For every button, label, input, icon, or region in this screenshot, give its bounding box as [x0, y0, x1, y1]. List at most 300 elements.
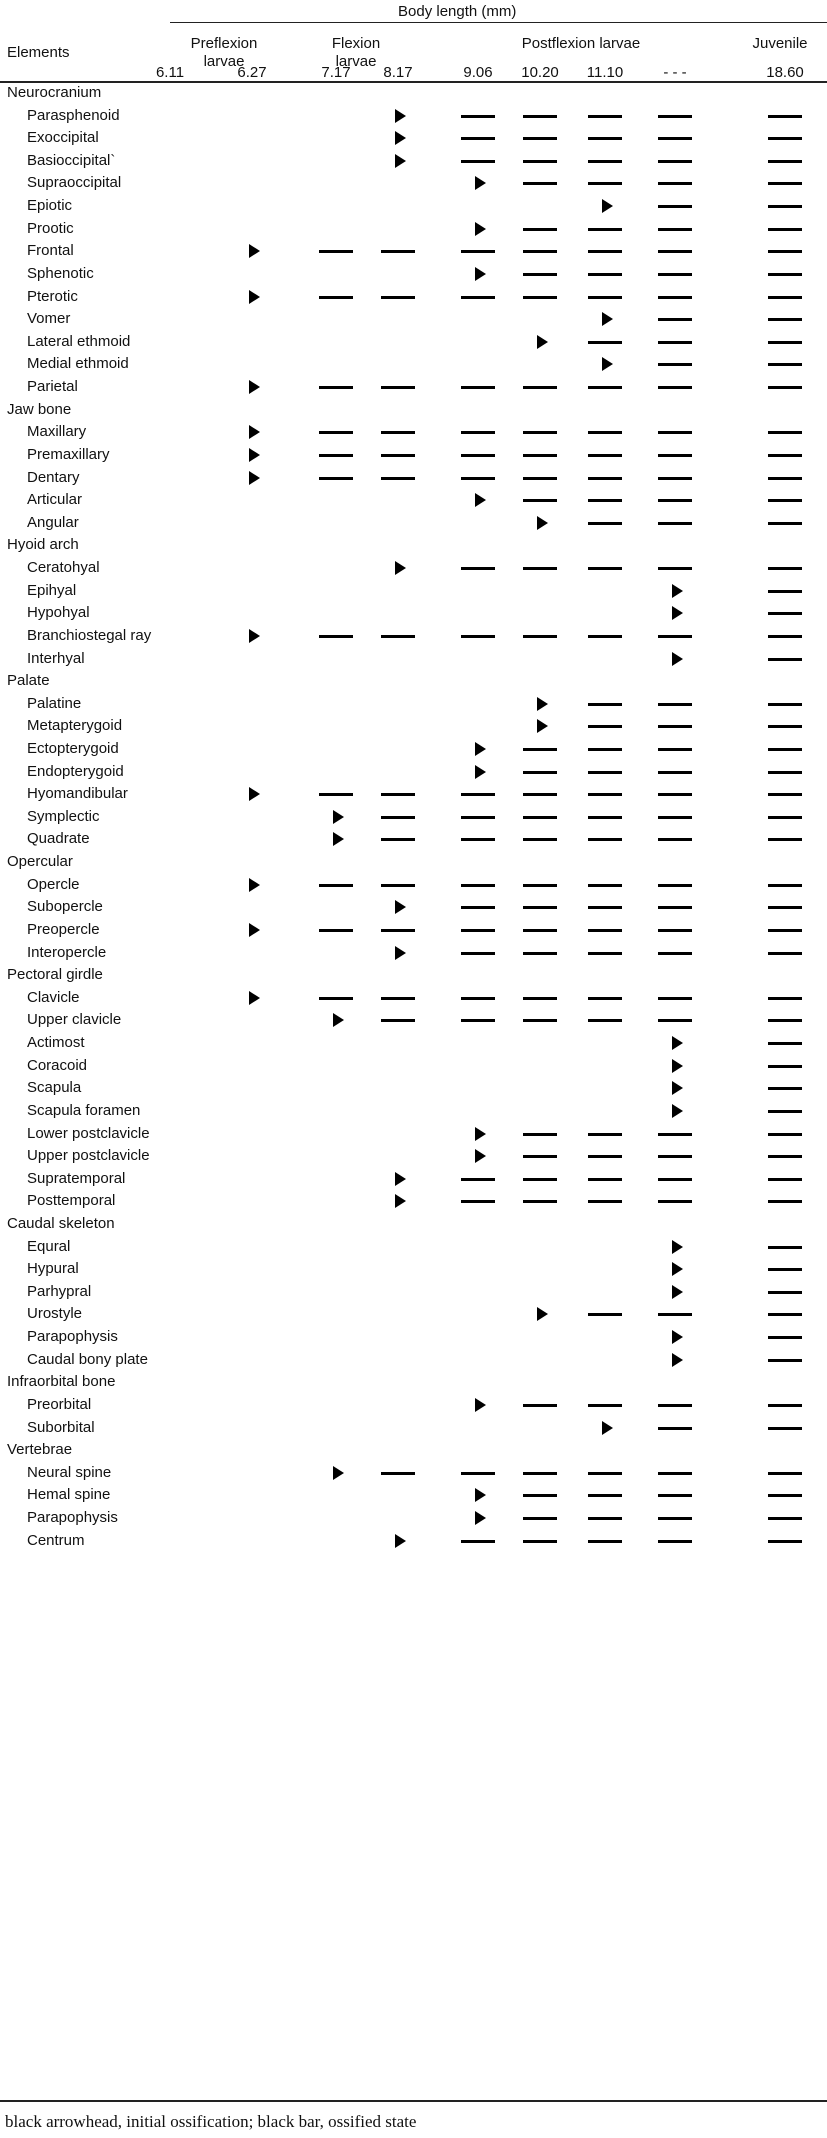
element-name: Exoccipital [27, 129, 99, 147]
element-name: Preorbital [27, 1395, 92, 1413]
bar-mark [461, 635, 495, 638]
bar-mark [319, 431, 353, 434]
bar-mark [461, 250, 495, 253]
bar-mark [523, 228, 557, 231]
bar-mark [768, 771, 802, 774]
bar-mark [588, 1472, 622, 1475]
bar-mark [768, 296, 802, 299]
bar-mark [768, 1494, 802, 1497]
arrowhead-mark [672, 584, 683, 598]
bar-mark [523, 997, 557, 1000]
body-length-col-8: 18.60 [766, 64, 804, 81]
bar-mark [768, 793, 802, 796]
bar-mark [461, 477, 495, 480]
bar-mark [588, 431, 622, 434]
group-flexion-line2: larvae [335, 53, 377, 70]
group-postflexion-label [522, 35, 640, 53]
bar-mark [658, 477, 692, 480]
arrowhead-mark [475, 765, 486, 779]
element-name: Upper clavicle [27, 1011, 122, 1029]
bar-mark [381, 250, 415, 253]
bar-mark [768, 1019, 802, 1022]
body-length-col-5: 10.20 [521, 64, 559, 81]
bar-mark [588, 477, 622, 480]
arrowhead-mark [602, 199, 613, 213]
bar-mark [768, 1178, 802, 1181]
bar-mark [588, 1517, 622, 1520]
element-name: Angular [27, 513, 79, 531]
bar-mark [381, 454, 415, 457]
element-name: Ectopterygoid [27, 739, 119, 757]
category-label: Pectoral girdle [7, 966, 103, 984]
bar-mark [588, 454, 622, 457]
bar-mark [588, 748, 622, 751]
arrowhead-mark [672, 606, 683, 620]
body-length-col-0: 6.11 [155, 64, 185, 81]
category-label: Infraorbital bone [7, 1373, 116, 1391]
bar-mark [768, 952, 802, 955]
arrowhead-mark [395, 561, 406, 575]
group-preflexion-line1: Preflexion [190, 35, 258, 52]
element-name: Epiotic [27, 197, 73, 215]
bar-mark [588, 816, 622, 819]
bar-mark [588, 703, 622, 706]
arrowhead-mark [537, 697, 548, 711]
bar-mark [768, 477, 802, 480]
bar-mark [588, 522, 622, 525]
element-name: Subopercle [27, 898, 103, 916]
bar-mark [768, 1155, 802, 1158]
bar-mark [768, 250, 802, 253]
bar-mark [523, 793, 557, 796]
bar-mark [461, 160, 495, 163]
arrowhead-mark [475, 176, 486, 190]
bar-mark [768, 1336, 802, 1339]
bar-mark [523, 567, 557, 570]
bar-mark [461, 1178, 495, 1181]
bar-mark [461, 838, 495, 841]
body-length-col-6: 11.10 [586, 64, 624, 81]
arrowhead-mark [475, 493, 486, 507]
element-name: Clavicle [27, 988, 80, 1006]
element-name: Branchiostegal ray [27, 626, 152, 644]
bar-mark [768, 1133, 802, 1136]
bar-mark [768, 205, 802, 208]
bar-mark [658, 1540, 692, 1543]
bar-mark [461, 137, 495, 140]
bar-mark [461, 1019, 495, 1022]
bar-mark [523, 906, 557, 909]
element-name: Quadrate [27, 830, 90, 848]
arrowhead-mark [672, 1036, 683, 1050]
bar-mark [461, 1540, 495, 1543]
bar-mark [658, 431, 692, 434]
bar-mark [588, 1019, 622, 1022]
bar-mark [588, 228, 622, 231]
bar-mark [523, 1472, 557, 1475]
bar-mark [768, 725, 802, 728]
bar-mark [768, 228, 802, 231]
element-name: Metapterygoid [27, 717, 123, 735]
bar-mark [658, 1313, 692, 1316]
arrowhead-mark [395, 154, 406, 168]
element-name: Medial ethmoid [27, 355, 129, 373]
bar-mark [523, 273, 557, 276]
bar-mark [381, 296, 415, 299]
bar-mark [523, 1155, 557, 1158]
bar-mark [658, 703, 692, 706]
category-label: Caudal skeleton [7, 1215, 115, 1232]
bar-mark [381, 1019, 415, 1022]
category-label: Palate [7, 672, 50, 690]
bar-mark [588, 929, 622, 932]
bar-mark [658, 137, 692, 140]
bar-mark [461, 454, 495, 457]
bar-mark [588, 115, 622, 118]
bar-mark [768, 1540, 802, 1543]
bar-mark [523, 160, 557, 163]
bar-mark [523, 1019, 557, 1022]
bar-mark [461, 1472, 495, 1475]
element-name: Centrum [27, 1531, 85, 1549]
arrowhead-mark [249, 923, 260, 937]
element-name: Dentary [27, 468, 80, 486]
bar-mark [588, 182, 622, 185]
bar-mark [461, 115, 495, 118]
element-name: Basioccipital` [27, 151, 116, 169]
bar-mark [768, 454, 802, 457]
bar-mark [523, 1200, 557, 1203]
bar-mark [319, 929, 353, 932]
group-postflexion-line1: Postflexion larvae [521, 35, 641, 52]
bar-mark [768, 1200, 802, 1203]
bar-mark [658, 363, 692, 366]
elements-header: Elements [7, 44, 70, 61]
bar-mark [658, 205, 692, 208]
bar-mark [319, 477, 353, 480]
group-preflexion-line2: larvae [203, 53, 245, 70]
bar-mark [768, 816, 802, 819]
arrowhead-mark [672, 1104, 683, 1118]
group-juvenile-line1: Juvenile [752, 35, 808, 52]
bar-mark [523, 816, 557, 819]
bar-mark [658, 567, 692, 570]
bar-mark [381, 386, 415, 389]
bar-mark [768, 1042, 802, 1045]
bar-mark [588, 137, 622, 140]
element-name: Premaxillary [27, 445, 110, 463]
bar-mark [523, 1494, 557, 1497]
arrowhead-mark [602, 357, 613, 371]
element-name: Hypural [27, 1260, 79, 1278]
bar-mark [768, 1065, 802, 1068]
bar-mark [588, 906, 622, 909]
bar-mark [588, 997, 622, 1000]
bar-mark [523, 296, 557, 299]
arrowhead-mark [475, 1127, 486, 1141]
bar-mark [768, 590, 802, 593]
element-name: Lower postclavicle [27, 1124, 150, 1142]
bar-mark [768, 431, 802, 434]
bar-mark [588, 1494, 622, 1497]
body-length-spanner: Body length (mm) [398, 3, 517, 20]
element-name: Parapophysis [27, 1328, 118, 1346]
arrowhead-mark [602, 312, 613, 326]
element-name: Pterotic [27, 287, 78, 305]
bar-mark [461, 386, 495, 389]
bar-mark [768, 748, 802, 751]
bar-mark [523, 1540, 557, 1543]
bar-mark [588, 1540, 622, 1543]
arrowhead-mark [395, 1534, 406, 1548]
arrowhead-mark [537, 719, 548, 733]
bar-mark [381, 431, 415, 434]
arrowhead-mark [249, 878, 260, 892]
bar-mark [658, 952, 692, 955]
bar-mark [523, 635, 557, 638]
element-name: Symplectic [27, 807, 100, 825]
element-name: Articular [27, 491, 83, 509]
bar-mark [658, 250, 692, 253]
bar-mark [588, 952, 622, 955]
bar-mark [588, 567, 622, 570]
bar-mark [658, 318, 692, 321]
bar-mark [768, 182, 802, 185]
bar-mark [658, 499, 692, 502]
bar-mark [658, 341, 692, 344]
arrowhead-mark [395, 109, 406, 123]
bar-mark [768, 273, 802, 276]
body-length-col-4: 9.06 [463, 64, 493, 81]
bar-mark [768, 1087, 802, 1090]
bar-mark [658, 454, 692, 457]
element-name: Caudal bony plate [27, 1350, 148, 1368]
bar-mark [768, 363, 802, 366]
bar-mark [658, 1427, 692, 1430]
arrowhead-mark [249, 471, 260, 485]
arrowhead-mark [672, 1059, 683, 1073]
element-name: Parapophysis [27, 1509, 118, 1527]
bar-mark [588, 1133, 622, 1136]
arrowhead-mark [475, 742, 486, 756]
bar-mark [588, 838, 622, 841]
bar-mark [381, 477, 415, 480]
bar-mark [768, 1246, 802, 1249]
arrowhead-mark [333, 810, 344, 824]
bar-mark [381, 635, 415, 638]
arrowhead-mark [249, 244, 260, 258]
bar-mark [461, 816, 495, 819]
bar-mark [768, 318, 802, 321]
element-name: Vomer [27, 310, 71, 328]
bar-mark [523, 1133, 557, 1136]
bar-mark [523, 884, 557, 887]
arrowhead-mark [333, 832, 344, 846]
bar-mark [768, 499, 802, 502]
body-length-col-7: - - - [663, 64, 687, 81]
arrowhead-mark [475, 267, 486, 281]
bar-mark [658, 273, 692, 276]
bar-mark [588, 884, 622, 887]
bar-mark [658, 929, 692, 932]
bar-mark [381, 816, 415, 819]
bar-mark [381, 929, 415, 932]
element-name: Interopercle [27, 943, 107, 961]
arrowhead-mark [395, 1172, 406, 1186]
bar-mark [768, 929, 802, 932]
bar-mark [768, 884, 802, 887]
bar-mark [658, 1200, 692, 1203]
arrowhead-mark [249, 787, 260, 801]
bar-mark [768, 137, 802, 140]
bar-mark [319, 884, 353, 887]
arrowhead-mark [395, 1194, 406, 1208]
element-name: Parhypral [27, 1282, 92, 1300]
bar-mark [523, 182, 557, 185]
bar-mark [768, 1359, 802, 1362]
bottom-rule [0, 2100, 827, 2102]
bar-mark [461, 952, 495, 955]
bar-mark [588, 1178, 622, 1181]
bar-mark [588, 1155, 622, 1158]
bar-mark [523, 250, 557, 253]
element-name: Frontal [27, 242, 74, 260]
arrowhead-mark [672, 1285, 683, 1299]
bar-mark [658, 160, 692, 163]
bar-mark [658, 838, 692, 841]
element-name: Actimost [27, 1034, 85, 1052]
element-name: Equral [27, 1237, 71, 1255]
element-name: Palatine [27, 694, 82, 712]
arrowhead-mark [672, 652, 683, 666]
element-name: Urostyle [27, 1305, 83, 1323]
bar-mark [588, 635, 622, 638]
bar-mark [768, 635, 802, 638]
arrowhead-mark [249, 290, 260, 304]
bar-mark [523, 115, 557, 118]
bar-mark [523, 838, 557, 841]
element-name: Hemal spine [27, 1486, 111, 1504]
bar-mark [658, 725, 692, 728]
element-name: Scapula [27, 1079, 82, 1097]
bar-mark [768, 160, 802, 163]
bar-mark [523, 952, 557, 955]
bar-mark [381, 793, 415, 796]
element-name: Opercle [27, 875, 80, 893]
bar-mark [768, 1268, 802, 1271]
bar-mark [523, 1517, 557, 1520]
element-name: Ceratohyal [27, 559, 100, 577]
bar-mark [523, 137, 557, 140]
bar-mark [658, 522, 692, 525]
bar-mark [658, 1472, 692, 1475]
arrowhead-mark [672, 1240, 683, 1254]
arrowhead-mark [249, 380, 260, 394]
bar-mark [588, 273, 622, 276]
bar-mark [768, 115, 802, 118]
bar-mark [658, 884, 692, 887]
bar-mark [523, 499, 557, 502]
bar-mark [523, 771, 557, 774]
element-name: Suborbital [27, 1418, 95, 1436]
bar-mark [461, 997, 495, 1000]
bar-mark [768, 658, 802, 661]
element-name: Scapula foramen [27, 1101, 141, 1119]
bar-mark [768, 522, 802, 525]
bar-mark [319, 386, 353, 389]
bar-mark [461, 1200, 495, 1203]
bar-mark [461, 567, 495, 570]
bar-mark [381, 997, 415, 1000]
bar-mark [461, 884, 495, 887]
element-name: Epihyal [27, 581, 77, 599]
bar-mark [588, 793, 622, 796]
element-name: Parasphenoid [27, 106, 120, 124]
arrowhead-mark [475, 222, 486, 236]
bar-mark [588, 1313, 622, 1316]
element-name: Endopterygoid [27, 762, 124, 780]
category-label: Hyoid arch [7, 536, 79, 554]
bar-mark [658, 771, 692, 774]
bar-mark [319, 296, 353, 299]
bar-mark [523, 477, 557, 480]
element-name: Supraoccipital [27, 174, 122, 192]
element-name: Hyomandibular [27, 785, 128, 803]
bar-mark [658, 997, 692, 1000]
bar-mark [768, 1517, 802, 1520]
body-length-col-1: 6.27 [237, 64, 267, 81]
bar-mark [768, 1472, 802, 1475]
bar-mark [588, 1404, 622, 1407]
category-label: Opercular [7, 853, 73, 871]
bar-mark [588, 296, 622, 299]
arrowhead-mark [475, 1149, 486, 1163]
bar-mark [461, 793, 495, 796]
bar-mark [523, 1178, 557, 1181]
arrowhead-mark [249, 991, 260, 1005]
bar-mark [658, 228, 692, 231]
bar-mark [319, 793, 353, 796]
category-label: Neurocranium [7, 84, 102, 101]
group-flexion-line1: Flexion [331, 35, 381, 52]
bar-mark [461, 296, 495, 299]
bar-mark [768, 612, 802, 615]
bar-mark [588, 499, 622, 502]
bar-mark [523, 386, 557, 389]
element-name: Neural spine [27, 1463, 112, 1481]
arrowhead-mark [395, 131, 406, 145]
arrowhead-mark [475, 1488, 486, 1502]
arrowhead-mark [537, 1307, 548, 1321]
bar-mark [658, 906, 692, 909]
arrowhead-mark [333, 1466, 344, 1480]
bar-mark [768, 906, 802, 909]
element-name: Maxillary [27, 423, 87, 441]
arrowhead-mark [395, 946, 406, 960]
bar-mark [461, 431, 495, 434]
bar-mark [658, 115, 692, 118]
bar-mark [658, 816, 692, 819]
arrowhead-mark [672, 1262, 683, 1276]
bar-mark [319, 635, 353, 638]
bar-mark [658, 1019, 692, 1022]
bar-mark [768, 1110, 802, 1113]
bar-mark [588, 725, 622, 728]
arrowhead-mark [395, 900, 406, 914]
element-name: Supratemporal [27, 1169, 126, 1187]
bar-mark [588, 1200, 622, 1203]
element-name: Parietal [27, 378, 78, 396]
